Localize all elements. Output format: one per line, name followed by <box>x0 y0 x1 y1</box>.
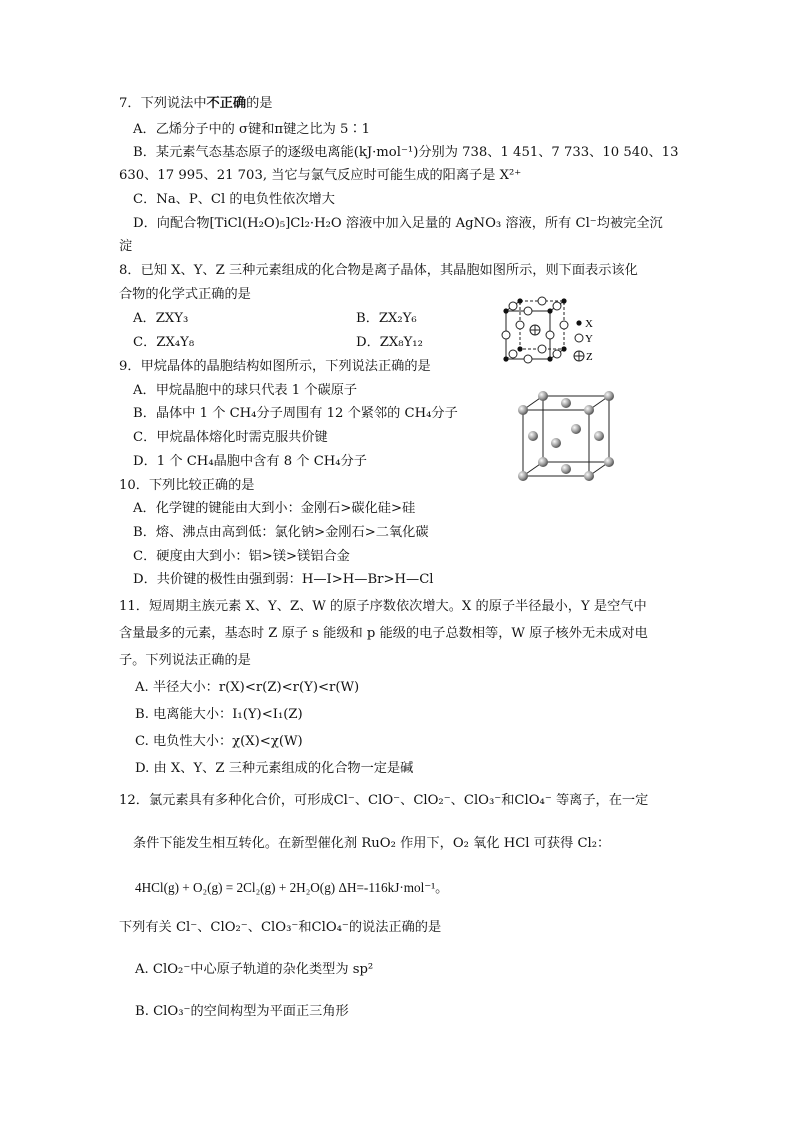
q7-option-c: C．Na、P、Cl 的电负性依次增大 <box>133 192 335 207</box>
q11-option-a: A. 半径大小：r(X)<r(Z)<r(Y)<r(W) <box>135 680 360 695</box>
q10-option-c: C．硬度由大到小：铝>镁>镁铝合金 <box>133 549 350 564</box>
q10-option-a: A．化学键的键能由大到小：金刚石>碳化硅>硅 <box>133 501 416 516</box>
q9-option-b: B．晶体中 1 个 CH₄分子周围有 12 个紧邻的 CH₄分子 <box>133 406 458 421</box>
legend-x: X <box>585 318 593 330</box>
q12-stem-line2: 条件下能发生相互转化。在新型催化剂 RuO₂ 作用下，O₂ 氧化 HCl 可获得 Cl₂： <box>133 836 611 851</box>
q8-option-d: D．ZX₈Y₁₂ <box>356 335 423 350</box>
q7-option-d-line1: D．向配合物[TiCl(H₂O)₅]Cl₂·H₂O 溶液中加入足量的 AgNO₃ 溶液，所有 Cl⁻均被完全沉 <box>133 216 663 231</box>
q9-stem: 9．甲烷晶体的晶胞结构如图所示，下列说法正确的是 <box>119 359 431 374</box>
q8-stem-line1: 8．已知 X、Y、Z 三种元素组成的化合物是离子晶体，其晶胞如图所示，则下面表示该化 <box>119 263 638 278</box>
q9-option-d: D．1 个 CH₄晶胞中含有 8 个 CH₄分子 <box>133 454 367 469</box>
q8-stem-line2: 合物的化学式正确的是 <box>119 287 251 302</box>
q8-option-a: A．ZXY₃ <box>133 311 189 326</box>
q9-option-c: C．甲烷晶体熔化时需克服共价键 <box>133 430 328 445</box>
q7-emphasis: 不正确 <box>206 96 247 111</box>
q7-stem: 7．下列说法中不正确的是 <box>119 96 273 111</box>
q12-option-b: B. ClO₃⁻的空间构型为平面正三角形 <box>135 1004 349 1019</box>
q9-methane-cell-figure <box>515 388 615 484</box>
q11-stem-line3: 子。下列说法正确的是 <box>119 653 251 668</box>
q9-option-a: A．甲烷晶胞中的球只代表 1 个碳原子 <box>133 383 358 398</box>
q11-option-c: C. 电负性大小：χ(X)<χ(W) <box>135 734 303 749</box>
legend-y: Y <box>585 333 593 345</box>
q11-stem-line1: 11．短周期主族元素 X、Y、Z、W 的原子序数依次增大。X 的原子半径最小，Y 是空气中 <box>119 599 647 614</box>
q8-option-b: B．ZX₂Y₆ <box>356 311 417 326</box>
q11-option-b: B. 电离能大小：I₁(Y)<I₁(Z) <box>135 707 303 722</box>
q7-option-b-line1: B．某元素气态基态原子的逐级电离能(kJ·mol⁻¹)分别为 738、1 451、7 733、10 540、13 <box>133 145 679 160</box>
legend-z: Z <box>586 351 593 363</box>
q8-option-c: C．ZX₄Y₈ <box>133 335 195 350</box>
q10-option-b: B．熔、沸点由高到低：氯化钠>金刚石>二氧化碳 <box>133 525 429 540</box>
q12-stem-line3: 下列有关 Cl⁻、ClO₂⁻、ClO₃⁻和ClO₄⁻的说法正确的是 <box>119 920 442 935</box>
q11-stem-line2: 含量最多的元素，基态时 Z 原子 s 能级和 p 能级的电子总数相等，W 原子核外无未成对电 <box>119 626 648 641</box>
q7-option-b-line2: 630、17 995、21 703, 当它与氯气反应时可能生成的阳离子是 X²⁺ <box>119 168 522 183</box>
q10-stem: 10．下列比较正确的是 <box>119 478 255 493</box>
q12-option-a: A. ClO₂⁻中心原子轨道的杂化类型为 sp² <box>135 962 374 977</box>
q7-option-a: A．乙烯分子中的 σ键和π键之比为 5∶1 <box>133 122 370 137</box>
q7-option-d-line2: 淀 <box>119 239 133 254</box>
q11-option-d: D. 由 X、Y、Z 三种元素组成的化合物一定是碱 <box>135 761 414 776</box>
q8-unit-cell-figure <box>500 295 610 367</box>
q10-option-d: D．共价键的极性由强到弱：H—I>H—Br>H—Cl <box>133 572 434 587</box>
q12-stem-line1: 12．氯元素具有多种化合价，可形成Cl⁻、ClO⁻、ClO₂⁻、ClO₃⁻和ClO₄⁻ 等离子，在一定 <box>119 793 649 808</box>
q12-equation: 4HCl(g) + O₂(g) = 2Cl₂(g) + 2H₂O(g) ΔH=-116kJ·mol⁻¹。 <box>135 880 449 895</box>
